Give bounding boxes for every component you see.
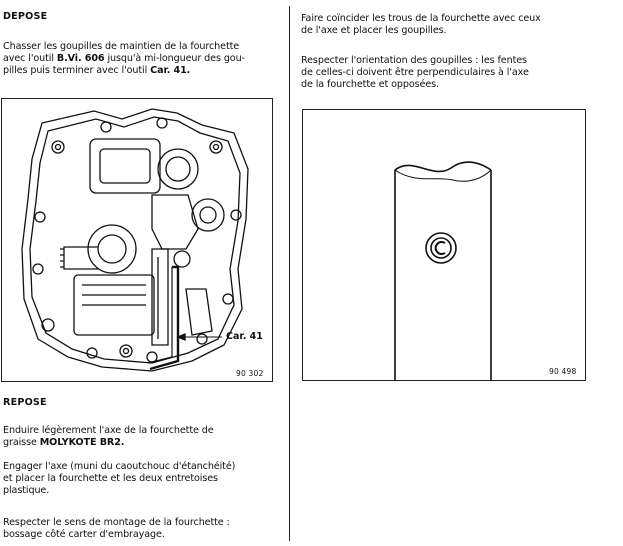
- right-p2-line-3: de la fourchette et opposées.: [301, 79, 440, 90]
- tool-callout-label: Car. 41: [226, 331, 263, 342]
- depose-line-2: avec l'outil B.Vi. 606 jusqu'à mi-longueur des gou-: [3, 53, 245, 64]
- gearbox-figure: [1, 98, 273, 382]
- right-p2-line-2: de celles-ci doivent être perpendiculaires à l'axe: [301, 67, 529, 78]
- repose-heading: REPOSE: [3, 397, 47, 408]
- right-p1-line-2: de l'axe et placer les goupilles.: [301, 25, 447, 36]
- repose-p1-line-1: Enduire légèrement l'axe de la fourchette de: [3, 425, 214, 436]
- depose-line-1: Chasser les goupilles de maintien de la fourchette: [3, 41, 240, 52]
- shaft-drawing: [303, 110, 585, 380]
- figure-2-ref: 90 498: [549, 367, 577, 376]
- column-divider: [289, 6, 290, 541]
- repose-p3-line-1: Respecter le sens de montage de la fourchette :: [3, 517, 230, 528]
- figure-1-ref: 90 302: [236, 369, 264, 378]
- repose-p2-line-3: plastique.: [3, 485, 50, 496]
- depose-line-3: pilles puis terminer avec l'outil Car. 41.: [3, 65, 191, 76]
- depose-heading: DEPOSE: [3, 11, 48, 22]
- right-p2-line-1: Respecter l'orientation des goupilles : les fentes: [301, 55, 527, 66]
- repose-p2-line-1: Engager l'axe (muni du caoutchouc d'étanchéité): [3, 461, 236, 472]
- repose-p3-line-2: bossage côté carter d'embrayage.: [3, 529, 165, 540]
- right-p1-line-1: Faire coïncider les trous de la fourchette avec ceux: [301, 13, 541, 24]
- shaft-figure: [302, 109, 586, 381]
- repose-p2-line-2: et placer la fourchette et les deux entretoises: [3, 473, 218, 484]
- repose-p1-line-2: graisse MOLYKOTE BR2.: [3, 437, 125, 448]
